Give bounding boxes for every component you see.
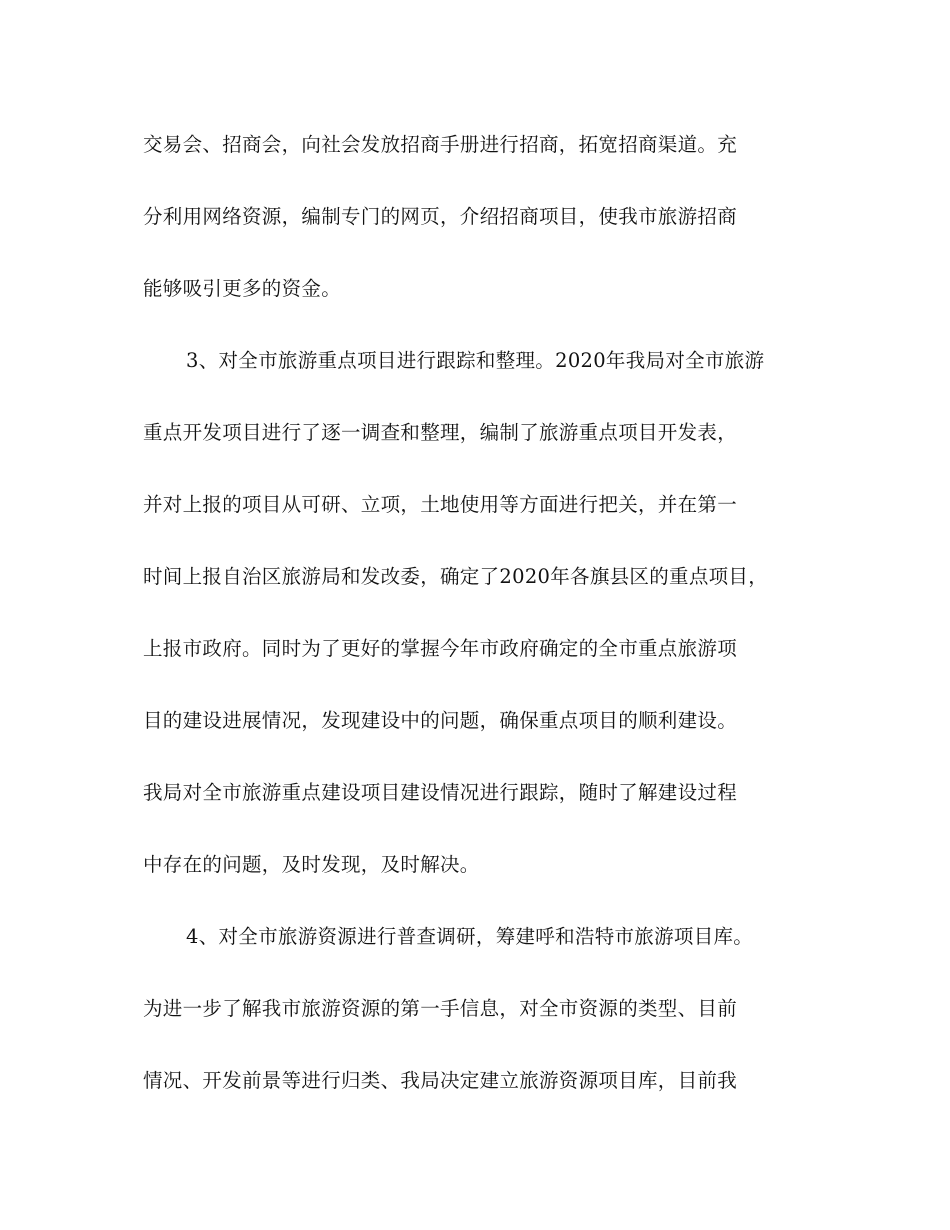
text-line: 时间上报自治区旅游局和发改委，确定了2020年各旗县区的重点项目， (143, 565, 769, 588)
text-line: 情况、开发前景等进行归类、我局决定建立旅游资源项目库，目前我 (143, 1069, 738, 1092)
paragraph-3-first-line: 3、对全市旅游重点项目进行跟踪和整理。2020年我局对全市旅游 (186, 349, 765, 372)
text-line: 我局对全市旅游重点建设项目建设情况进行跟踪，随时了解建设过程 (143, 781, 738, 804)
text-line: 中存在的问题，及时发现，及时解决。 (143, 853, 480, 876)
text-line: 目的建设进展情况，发现建设中的问题，确保重点项目的顺利建设。 (143, 709, 738, 732)
text-line: 分利用网络资源，编制专门的网页，介绍招商项目，使我市旅游招商 (143, 205, 738, 228)
text-line: 为进一步了解我市旅游资源的第一手信息，对全市资源的类型、目前 (143, 997, 738, 1020)
text-line: 上报市政府。同时为了更好的掌握今年市政府确定的全市重点旅游项 (143, 637, 738, 660)
text-line: 能够吸引更多的资金。 (143, 277, 342, 300)
text-line: 交易会、招商会，向社会发放招商手册进行招商，拓宽招商渠道。充 (143, 133, 738, 156)
text-line: 并对上报的项目从可研、立项，土地使用等方面进行把关，并在第一 (143, 493, 738, 516)
text-line: 重点开发项目进行了逐一调查和整理，编制了旅游重点项目开发表， (143, 421, 738, 444)
paragraph-4-first-line: 4、对全市旅游资源进行普查调研，筹建呼和浩特市旅游项目库。 (186, 925, 754, 948)
